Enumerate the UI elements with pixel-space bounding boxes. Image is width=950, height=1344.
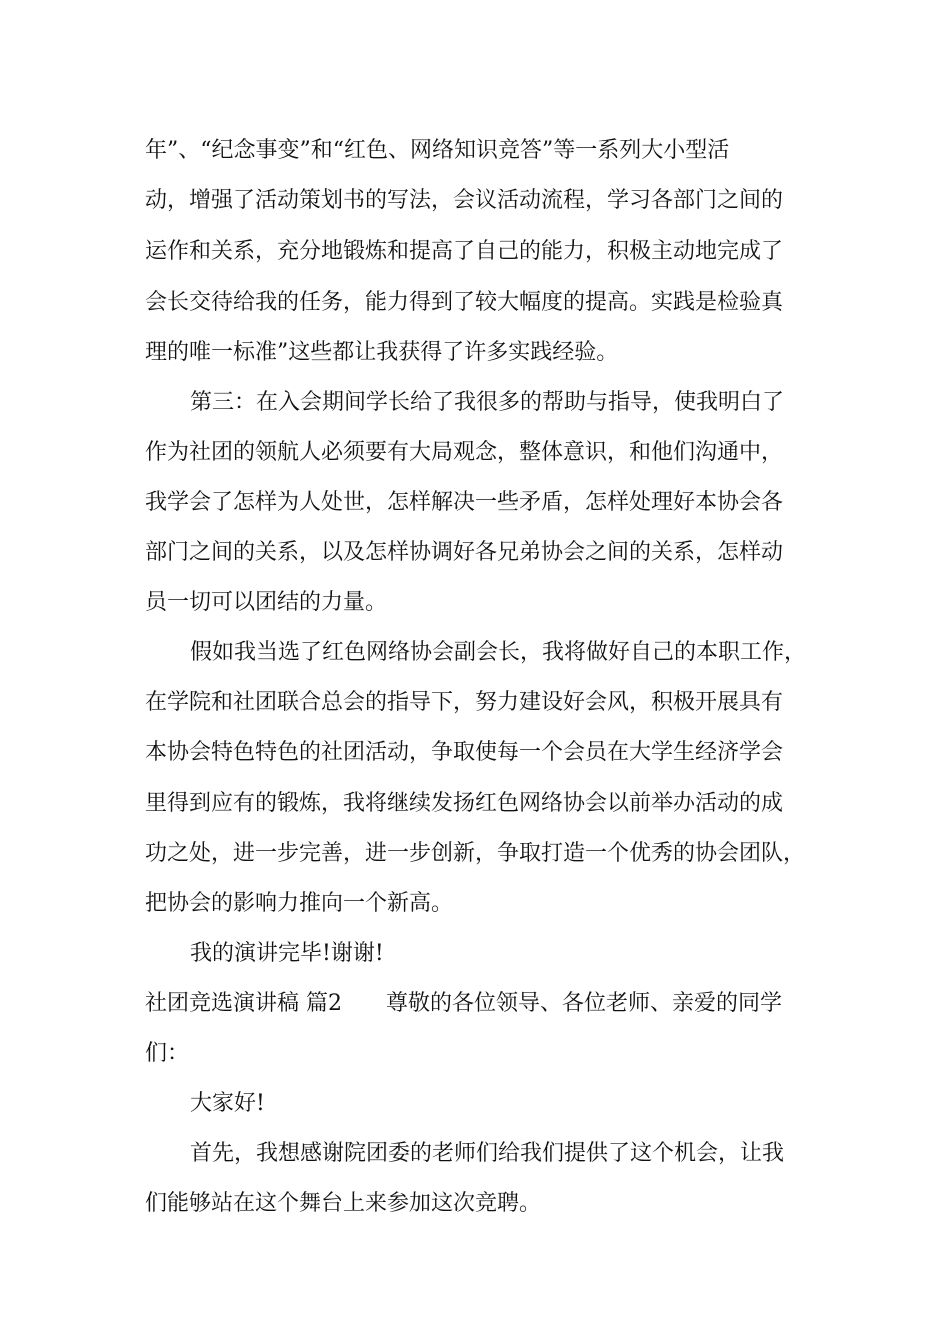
paragraph-line: 假如我当选了红色网络协会副会长，我将做好自己的本职工作， xyxy=(190,640,807,665)
paragraph-line: 里得到应有的锻炼，我将继续发扬红色网络协会以前举办活动的成 xyxy=(145,791,784,816)
paragraph-line: 作为社团的领航人必须要有大局观念，整体意识，和他们沟通中， xyxy=(145,440,784,465)
paragraph-line: 第三：在入会期间学长给了我很多的帮助与指导，使我明白了 xyxy=(190,390,785,415)
paragraph-line: 运作和关系，充分地锻炼和提高了自己的能力，积极主动地完成了 xyxy=(145,239,784,264)
paragraph-line: 把协会的影响力推向一个新高。 xyxy=(145,891,454,916)
paragraph-line: 我的演讲完毕!谢谢! xyxy=(190,941,384,966)
paragraph-line: 们能够站在这个舞台上来参加这次竞聘。 xyxy=(145,1191,542,1216)
paragraph-line: 首先，我想感谢院团委的老师们给我们提供了这个机会，让我 xyxy=(190,1141,785,1166)
paragraph-line: 大家好! xyxy=(190,1091,265,1116)
paragraph-line: 员一切可以团结的力量。 xyxy=(145,590,388,615)
section-heading-line: 社团竞选演讲稿 篇2 尊敬的各位领导、各位老师、亲爱的同学 xyxy=(145,991,782,1016)
paragraph-line: 年”、“纪念事变”和“红色、网络知识竞答”等一系列大小型活 xyxy=(145,138,730,163)
paragraph-line: 功之处，进一步完善，进一步创新，争取打造一个优秀的协会团队， xyxy=(145,841,806,866)
paragraph-line: 在学院和社团联合总会的指导下，努力建设好会风，积极开展具有 xyxy=(145,690,784,715)
paragraph-line: 部门之间的关系，以及怎样协调好各兄弟协会之间的关系，怎样动 xyxy=(145,540,784,565)
paragraph-line: 会长交待给我的任务，能力得到了较大幅度的提高。实践是检验真 xyxy=(145,290,784,315)
paragraph-line: 理的唯一标准”这些都让我获得了许多实践经验。 xyxy=(145,340,619,365)
paragraph-line: 本协会特色特色的社团活动，争取使每一个会员在大学生经济学会 xyxy=(145,740,784,765)
paragraph-line: 我学会了怎样为人处世，怎样解决一些矛盾，怎样处理好本协会各 xyxy=(145,490,784,515)
paragraph-line: 们： xyxy=(145,1041,190,1066)
paragraph-line: 动，增强了活动策划书的写法，会议活动流程，学习各部门之间的 xyxy=(145,188,784,213)
